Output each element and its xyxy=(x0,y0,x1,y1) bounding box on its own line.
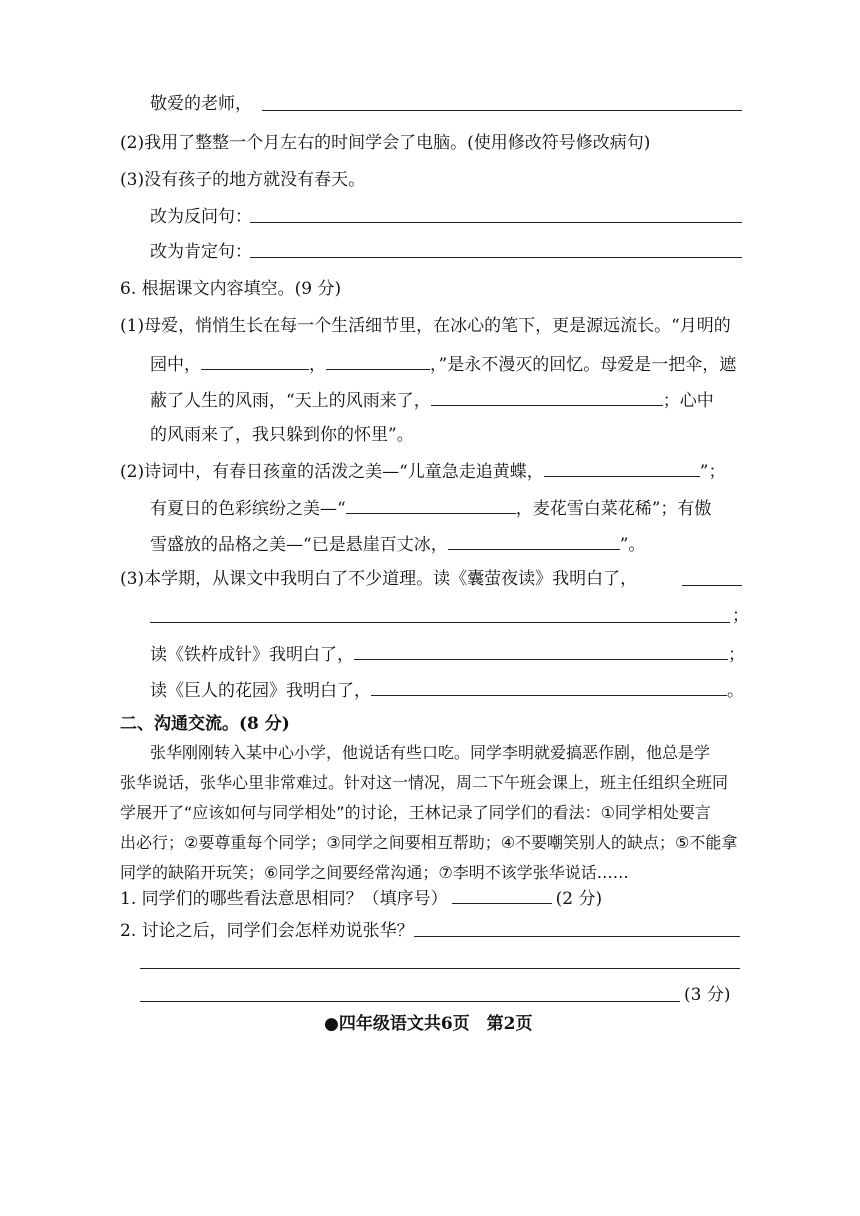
page-footer: ●四年级语文共6页 第2页 xyxy=(324,1014,533,1034)
cliff-ice-blank[interactable] xyxy=(448,531,620,550)
passage-line-1: 张华刚刚转入某中心小学，他说话有些口吃。同学李明就爱搞恶作剧，他总是学 xyxy=(150,743,711,762)
section2-q2-text: 2. 讨论之后，同学们会怎样劝说张华？ xyxy=(120,921,414,941)
section2-title: 二、沟通交流。(8 分) xyxy=(120,714,290,734)
moon-garden-blank-2[interactable] xyxy=(326,351,430,370)
q6-p3-line3-b: ； xyxy=(728,645,745,665)
iron-pestle-blank[interactable] xyxy=(354,641,728,660)
q6-p1-line2-b: ， xyxy=(309,355,326,375)
giant-garden-blank[interactable] xyxy=(371,677,727,696)
q6-p2-line2-a: 有夏日的色彩缤纷之美—“ xyxy=(150,499,346,519)
passage-line-3: 学展开了“应该如何与同学相处”的讨论，王林记录了同学们的看法：①同学相处要言 xyxy=(120,803,711,822)
passage-line-4: 出必行；②要尊重每个同学；③同学之间要相互帮助；④不要嘲笑别人的缺点；⑤不能拿 xyxy=(120,833,738,852)
q6-p2-line3-a: 雪盛放的品格之美—“已是悬崖百丈冰， xyxy=(150,535,448,555)
q6-p3-line4-b: 。 xyxy=(727,681,744,701)
q6-p2-line1-b: ”； xyxy=(699,462,726,482)
q6-title: 6. 根据课文内容填空。(9 分) xyxy=(120,279,342,299)
q6-p2-line2 xyxy=(150,495,711,521)
butterfly-blank[interactable] xyxy=(544,458,700,477)
q6-p2-line3-b: ”。 xyxy=(619,535,646,555)
moon-garden-blank-1[interactable] xyxy=(201,351,309,370)
q6-p2-line3 xyxy=(150,531,645,557)
q5-item2: (2)我用了整整一个月左右的时间学会了电脑。(使用修改符号修改病句) xyxy=(120,133,651,153)
section2-q2 xyxy=(120,919,414,943)
same-meaning-blank[interactable] xyxy=(452,885,552,904)
q6-p3-line3-a: 读《铁杵成针》我明白了， xyxy=(150,645,354,665)
rhetorical-blank[interactable] xyxy=(250,222,742,223)
q6-p1-line4: 的风雨来了，我只躲到你的怀里”。 xyxy=(150,425,414,445)
q6-p2-line1-a: (2)诗词中，有春日孩童的活泼之美—“儿童急走追黄蝶， xyxy=(120,462,544,482)
q6-p3-line3 xyxy=(150,641,745,667)
q6-p1-line2 xyxy=(150,351,736,377)
passage-line-2: 张华说话，张华心里非常难过。针对这一情况，周二下午班会课上，班主任组织全班同 xyxy=(120,773,729,792)
q6-p2-line2-b: ，麦花雪白菜花稀”；有傲 xyxy=(515,499,712,519)
section2-q1-text: 1. 同学们的哪些看法意思相同？（填序号） xyxy=(120,889,448,909)
q6-p3-line1: (3)本学期，从课文中我明白了不少道理。读《囊萤夜读》我明白了， xyxy=(120,569,638,589)
persuade-blank-3[interactable] xyxy=(140,1001,680,1002)
q6-p1-line1: (1)母爱，悄悄生长在每一个生活细节里，在冰心的笔下，更是源远流长。“月明的 xyxy=(120,316,731,336)
affirmative-label: 改为肯定句： xyxy=(150,242,252,262)
q6-p3-line4 xyxy=(150,677,744,703)
storm-blank[interactable] xyxy=(431,387,663,406)
section2-q1-score: (2 分) xyxy=(555,889,603,909)
q6-p1-line2-a: 园中， xyxy=(150,355,201,375)
q6-p1-line3 xyxy=(150,387,714,413)
section2-q2-score: (3 分) xyxy=(684,985,731,1005)
q6-p1-line2-c: ，”是永不漫灭的回忆。母爱是一把伞，遮 xyxy=(430,355,737,375)
q6-p1-line3-b: ；心中 xyxy=(662,391,714,411)
persuade-blank-1[interactable] xyxy=(414,936,740,937)
q6-p3-line4-a: 读《巨人的花园》我明白了， xyxy=(150,681,371,701)
q5-line1 xyxy=(150,92,252,116)
passage-line-5: 同学的缺陷开玩笑；⑥同学之间要经常沟通；⑦李明不该学张华说话…… xyxy=(120,863,629,882)
q6-p2-line1 xyxy=(120,458,725,484)
q6-p3-line2-end: ； xyxy=(732,606,749,626)
q6-p1-line3-a: 蔽了人生的风雨，“天上的风雨来了， xyxy=(150,391,431,411)
q5-line1-blank[interactable] xyxy=(262,110,742,111)
q5-item3: (3)没有孩子的地方就没有春天。 xyxy=(120,170,366,190)
firefly-blank-2[interactable] xyxy=(150,622,730,623)
section2-q1 xyxy=(120,885,602,911)
rhetorical-label: 改为反问句： xyxy=(150,207,252,227)
persuade-blank-2[interactable] xyxy=(140,968,740,969)
affirmative-blank[interactable] xyxy=(250,257,742,258)
summer-blank[interactable] xyxy=(346,495,516,514)
q5-line1-prefix: 敬爱的老师， xyxy=(150,94,252,114)
firefly-blank-1[interactable] xyxy=(682,585,742,586)
